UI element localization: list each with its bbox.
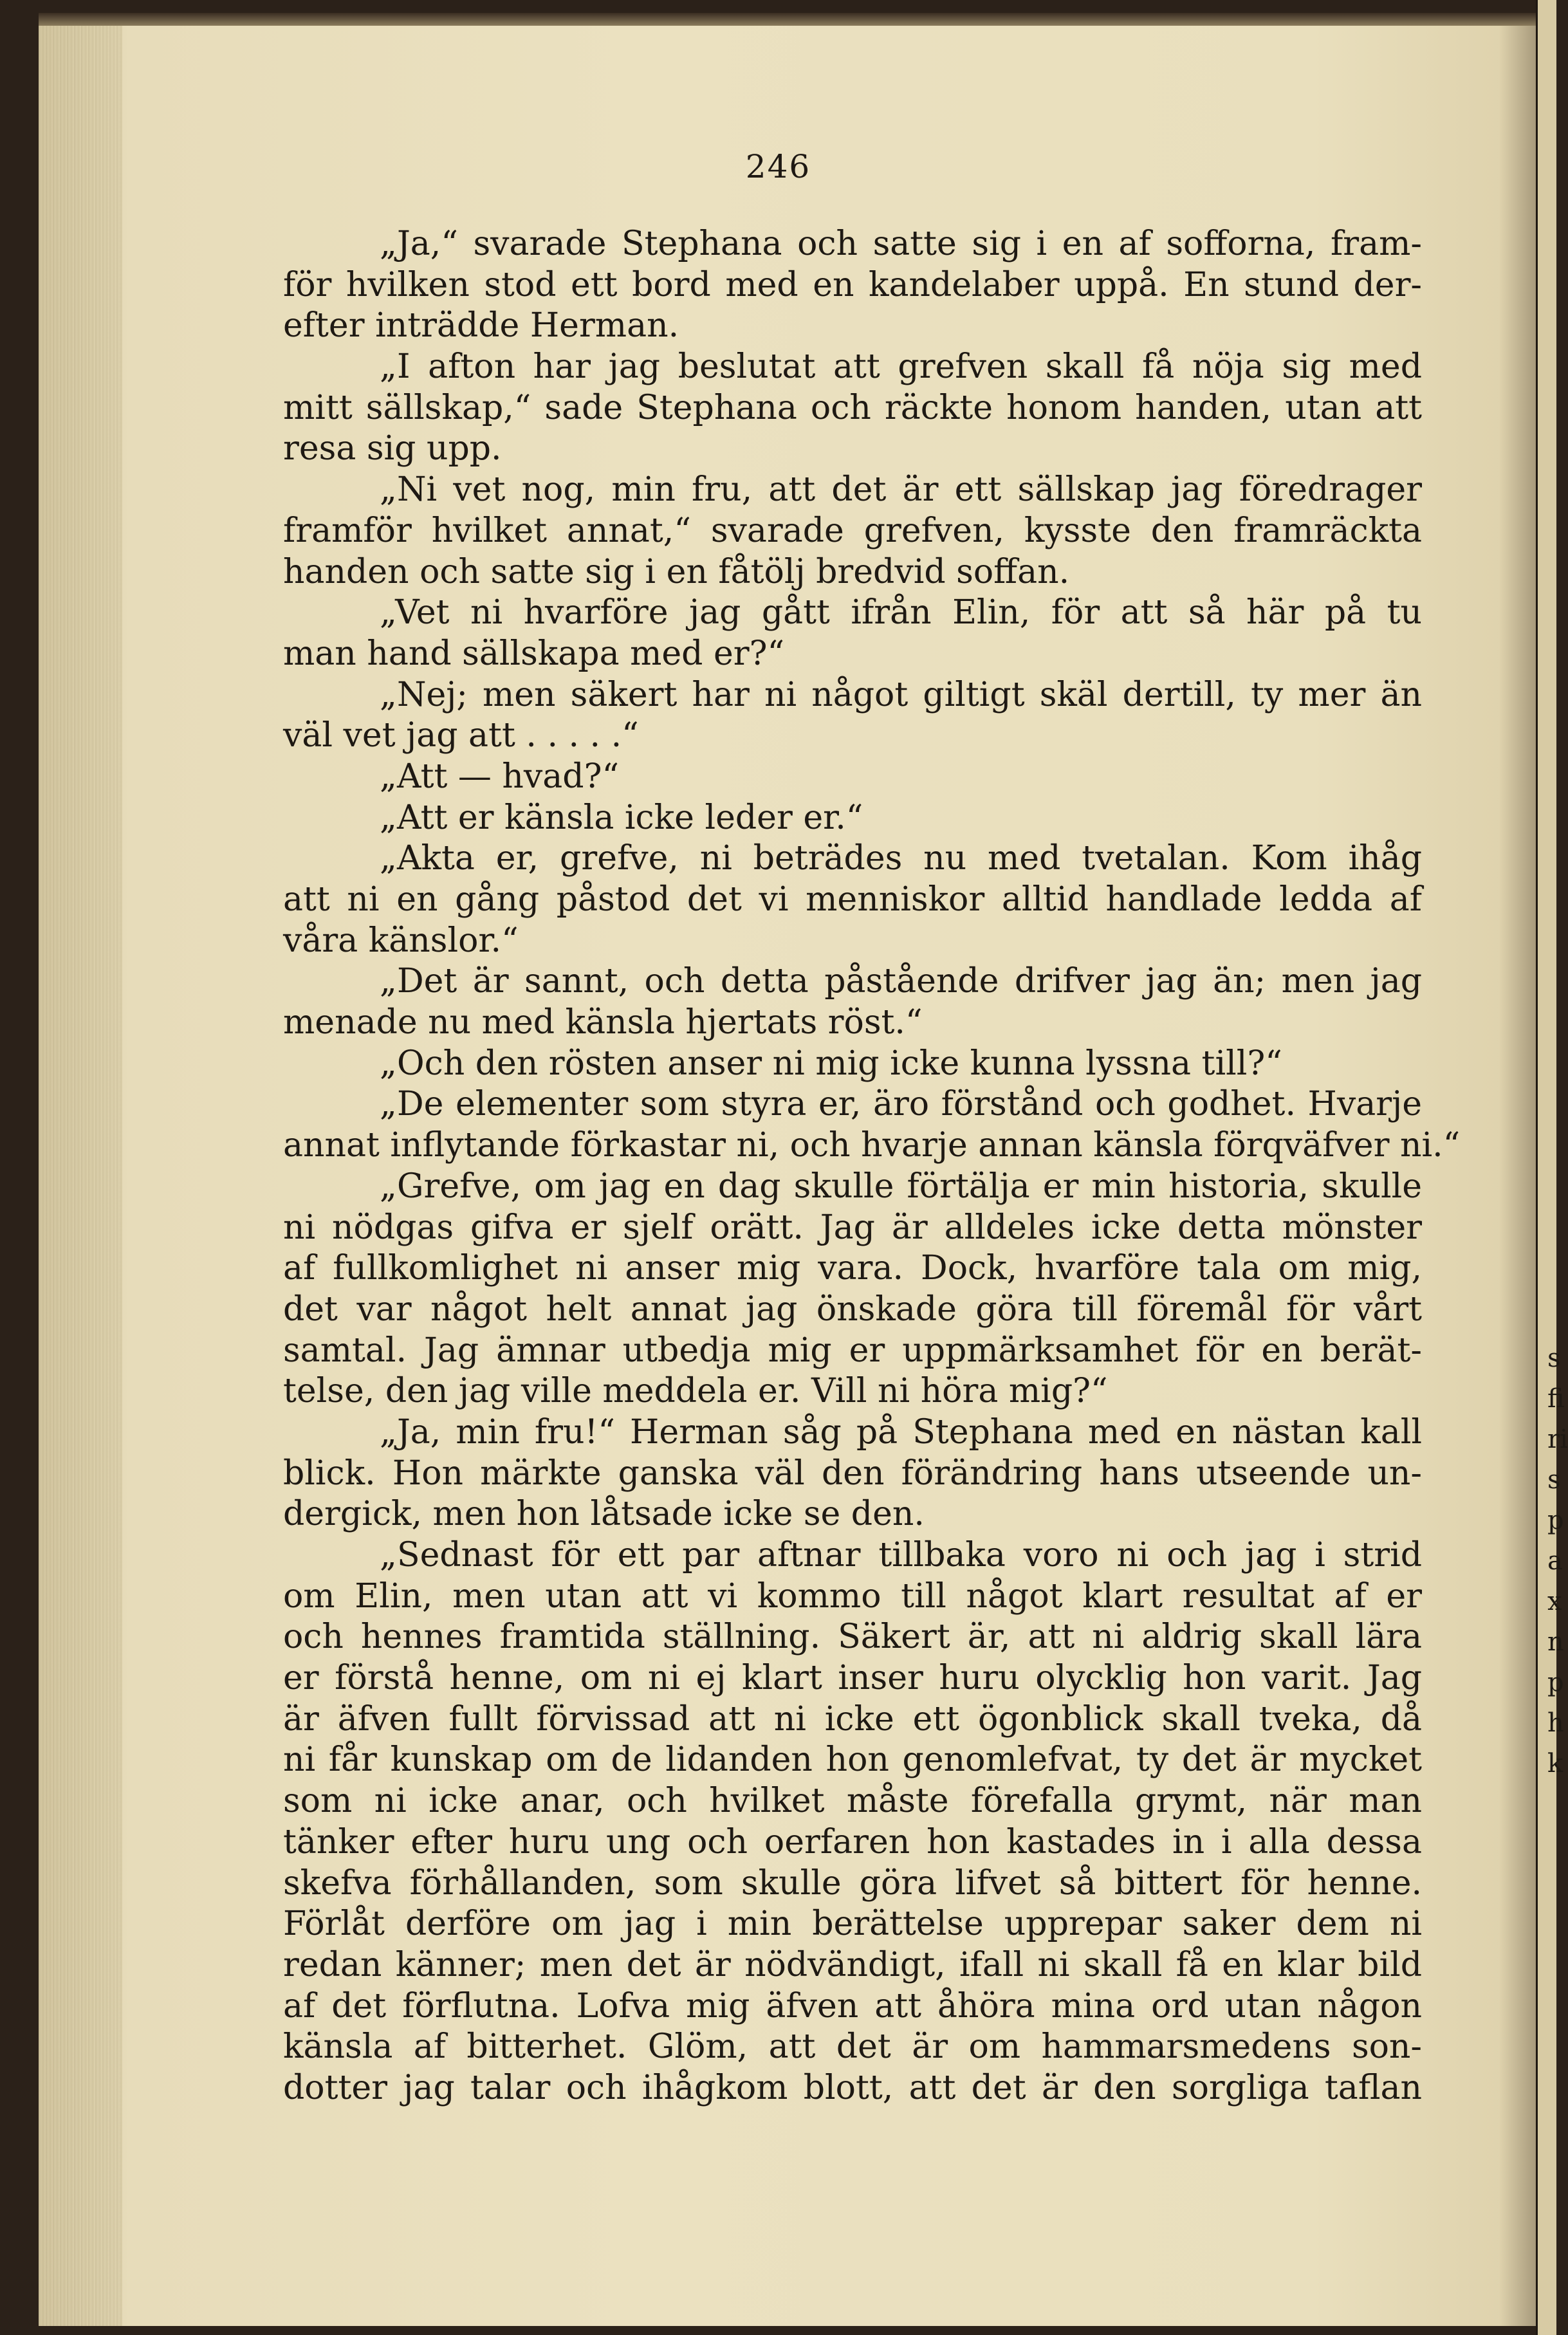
text-line: af fullkomlighet ni anser mig vara. Dock, hvarföre tala om mig, (283, 1249, 1422, 1288)
text-line: det var något helt annat jag önskade göra till föremål för vårt (283, 1289, 1422, 1329)
text-line: och hennes framtida ställning. Säkert är, att ni aldrig skall lära (283, 1618, 1422, 1657)
text-line: „Akta er, grefve, ni beträdes nu med tvetalan. Kom ihåg (380, 839, 1422, 878)
text-line: Förlåt derföre om jag i min berättelse upprepar saker dem ni (283, 1905, 1422, 1944)
text-line: känsla af bitterhet. Glöm, att det är om hammarsmedens son- (283, 2027, 1422, 2067)
margin-letter: n (1547, 1627, 1564, 1657)
text-line: väl vet jag att . . . . .“ (283, 716, 639, 755)
text-line: om Elin, men utan att vi kommo till något klart resultat af er (283, 1576, 1422, 1616)
adjacent-page-margin-letters (1547, 1338, 1568, 1784)
text-line: dergick, men hon låtsade icke se den. (283, 1495, 925, 1534)
margin-letter: ri (1547, 1425, 1568, 1454)
text-line: tänker efter huru ung och oerfaren hon kastades in i alla dessa (283, 1822, 1422, 1861)
text-line: „Vet ni hvarföre jag gått ifrån Elin, för att så här på tu (380, 593, 1422, 632)
text-line: efter inträdde Herman. (283, 306, 679, 346)
text-line: ni får kunskap om de lidanden hon genomlefvat, ty det är mycket (283, 1740, 1422, 1780)
page-stack-edges (39, 26, 122, 2326)
text-line: för hvilken stod ett bord med en kandelaber uppå. En stund der- (283, 265, 1422, 304)
text-line: „Att — hvad?“ (380, 757, 620, 796)
text-line: menade nu med känsla hjertats röst.“ (283, 1003, 923, 1042)
text-line: ni nödgas gifva er sjelf orätt. Jag är alldeles icke detta mönster (283, 1208, 1422, 1247)
page-number: 246 (745, 148, 811, 185)
margin-letter: x (1547, 1587, 1562, 1616)
text-line: resa sig upp. (283, 429, 502, 468)
text-line: „I afton har jag beslutat att grefven skall få nöja sig med (380, 347, 1422, 387)
margin-letter: s (1547, 1343, 1561, 1373)
margin-letter: s (1547, 1465, 1561, 1495)
text-line: att ni en gång påstod det vi menniskor alltid handlade ledda af (283, 880, 1422, 919)
text-line: af det förflutna. Lofva mig äfven att åhöra mina ord utan någon (283, 1986, 1422, 2026)
margin-letter: h (1547, 1708, 1564, 1738)
text-line: samtal. Jag ämnar utbedja mig er uppmärksamhet för en berät- (283, 1331, 1422, 1370)
text-line: „De elementer som styra er, äro förstånd och godhet. Hvarje (380, 1085, 1422, 1124)
text-line: „Sednast för ett par aftnar tillbaka voro ni och jag i strid (380, 1536, 1422, 1574)
text-line: skefva förhållanden, som skulle göra lifvet så bittert för henne. (283, 1863, 1422, 1903)
body-text (283, 224, 1461, 2109)
margin-letter: a (1547, 1546, 1563, 1576)
text-line: annat inflytande förkastar ni, och hvarje annan känsla förqväfver ni.“ (283, 1126, 1461, 1165)
text-line: handen och satte sig i en fåtölj bredvid soffan. (283, 552, 1070, 591)
text-line: „Och den rösten anser ni mig icke kunna lyssna till?“ (380, 1044, 1282, 1083)
text-line: redan känner; men det är nödvändigt, ifall ni skall få en klar bild (283, 1945, 1422, 1984)
text-line: som ni icke anar, och hvilket måste förefalla grymt, när man (283, 1782, 1422, 1821)
text-line: framför hvilket annat,“ svarade grefven, kysste den framräckta (283, 511, 1422, 550)
text-line: „Det är sannt, och detta påstående drifver jag än; men jag (380, 962, 1422, 1001)
margin-letter: fi (1547, 1384, 1565, 1414)
text-line: „Nej; men säkert har ni något giltigt skäl dertill, ty mer än (380, 675, 1422, 714)
margin-letter: p (1547, 1668, 1564, 1697)
text-line: telse, den jag ville meddela er. Vill ni höra mig?“ (283, 1372, 1108, 1411)
text-line: är äfven fullt förvissad att ni icke ett ögonblick skall tveka, då (283, 1699, 1422, 1739)
text-line: man hand sällskapa med er?“ (283, 634, 785, 673)
gutter-shadow (1499, 26, 1538, 2326)
text-line: „Ni vet nog, min fru, att det är ett sällskap jag föredrager (380, 470, 1422, 510)
margin-letter: k (1547, 1749, 1563, 1778)
text-line: våra känslor.“ (283, 921, 519, 960)
text-line: dotter jag talar och ihågkom blott, att det är den sorgliga taflan (283, 2068, 1422, 2107)
text-line: „Grefve, om jag en dag skulle förtälja er min historia, skulle (380, 1167, 1422, 1206)
text-line: blick. Hon märkte ganska väl den förändring hans utseende un- (283, 1454, 1422, 1493)
text-line: „Ja,“ svarade Stephana och satte sig i en af sofforna, fram- (380, 225, 1422, 263)
text-line: „Att er känsla icke leder er.“ (380, 798, 863, 837)
text-line: mitt sällskap,“ sade Stephana och räckte honom handen, utan att (283, 388, 1422, 427)
text-line: er förstå henne, om ni ej klart inser huru olycklig hon varit. Jag (283, 1659, 1422, 1698)
text-line: „Ja, min fru!“ Herman såg på Stephana med en nästan kall (380, 1412, 1422, 1452)
margin-letter: p (1547, 1506, 1564, 1535)
